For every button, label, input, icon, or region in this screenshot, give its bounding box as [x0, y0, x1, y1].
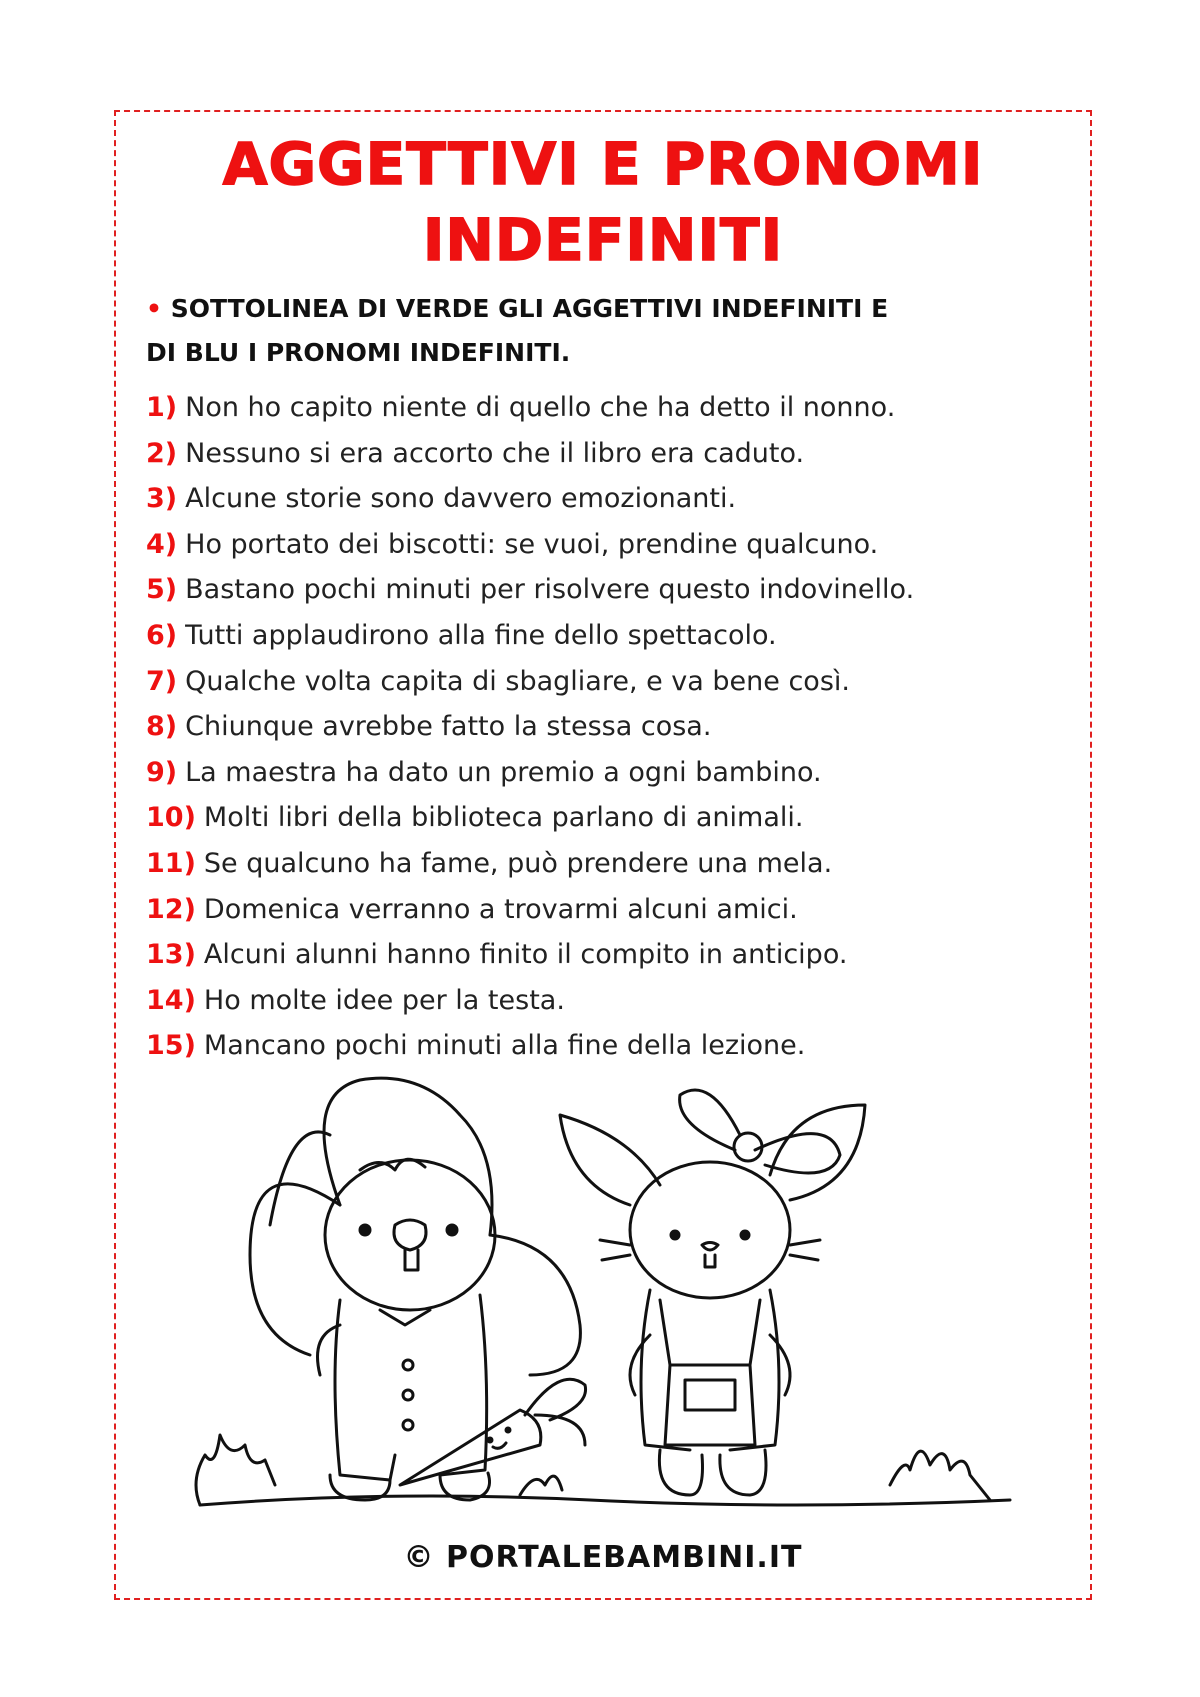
instruction-line-2: DI BLU I PRONOMI INDEFINITI. [146, 338, 571, 367]
item-text: Alcune storie sono davvero emozionanti. [185, 483, 737, 515]
list-item [146, 978, 1066, 1024]
item-number: 8) [146, 711, 178, 743]
list-item [146, 385, 1066, 431]
item-number: 2) [146, 437, 178, 469]
list-item [146, 841, 1066, 887]
item-text: Tutti applaudirono alla fine dello spettacolo. [185, 619, 777, 651]
list-item [146, 1023, 1066, 1069]
bunny-right-icon [560, 1090, 865, 1495]
item-text: Alcuni alunni hanno finito il compito in anticipo. [203, 939, 848, 971]
item-number: 7) [146, 665, 178, 697]
item-number: 1) [146, 392, 178, 423]
item-number: 5) [146, 574, 178, 606]
instruction-line-1: SOTTOLINEA DI VERDE GLI AGGETTIVI INDEFINITI E [170, 294, 889, 323]
item-text: Non ho capito niente di quello che ha detto il nonno. [185, 392, 896, 423]
item-number: 3) [146, 483, 178, 515]
item-number: 13) [146, 939, 196, 971]
item-number: 14) [146, 984, 196, 1016]
copyright-footer: © PORTALEBAMBINI.IT [403, 1540, 803, 1575]
item-text: Ho molte idee per la testa. [203, 984, 565, 1016]
item-number: 15) [146, 1030, 196, 1062]
list-item [146, 476, 1066, 522]
item-number: 6) [146, 619, 178, 651]
instruction [146, 287, 1046, 375]
item-text: Bastano pochi minuti per risolvere questo indovinello. [185, 574, 915, 606]
item-text: Mancano pochi minuti alla fine della lezione. [203, 1030, 806, 1062]
item-text: Nessuno si era accorto che il libro era caduto. [185, 437, 805, 469]
item-text: Domenica verranno a trovarmi alcuni amici. [203, 893, 798, 925]
item-number: 10) [146, 802, 196, 834]
bullet-icon: • [146, 294, 162, 323]
list-item [146, 887, 1066, 933]
item-text: Molti libri della biblioteca parlano di animali. [203, 802, 804, 834]
item-text: Chiunque avrebbe fatto la stessa cosa. [185, 711, 712, 743]
bunnies-illustration [190, 1075, 1020, 1520]
list-item [146, 704, 1066, 750]
item-number: 4) [146, 528, 178, 560]
item-text: Qualche volta capita di sbagliare, e va bene così. [185, 665, 850, 697]
title-line-2: INDEFINITI [422, 206, 784, 274]
title-line-1: AGGETTIVI E PRONOMI [222, 130, 984, 198]
bunny-left-icon [250, 1078, 586, 1500]
list-item [146, 750, 1066, 796]
list-item [146, 613, 1066, 659]
list-item [146, 522, 1066, 568]
list-item [146, 659, 1066, 705]
item-text: Ho portato dei biscotti: se vuoi, prendine qualcuno. [185, 528, 879, 560]
list-item [146, 932, 1066, 978]
item-number: 11) [146, 847, 196, 879]
item-number: 12) [146, 893, 196, 925]
list-item [146, 795, 1066, 841]
list-item [146, 431, 1066, 477]
item-text: Se qualcuno ha fame, può prendere una mela. [203, 847, 833, 879]
sentence-list [146, 385, 1066, 1069]
item-text: La maestra ha dato un premio a ogni bambino. [185, 756, 822, 788]
ground-grass-icon [196, 1435, 1010, 1505]
list-item [146, 567, 1066, 613]
item-number: 9) [146, 756, 178, 788]
